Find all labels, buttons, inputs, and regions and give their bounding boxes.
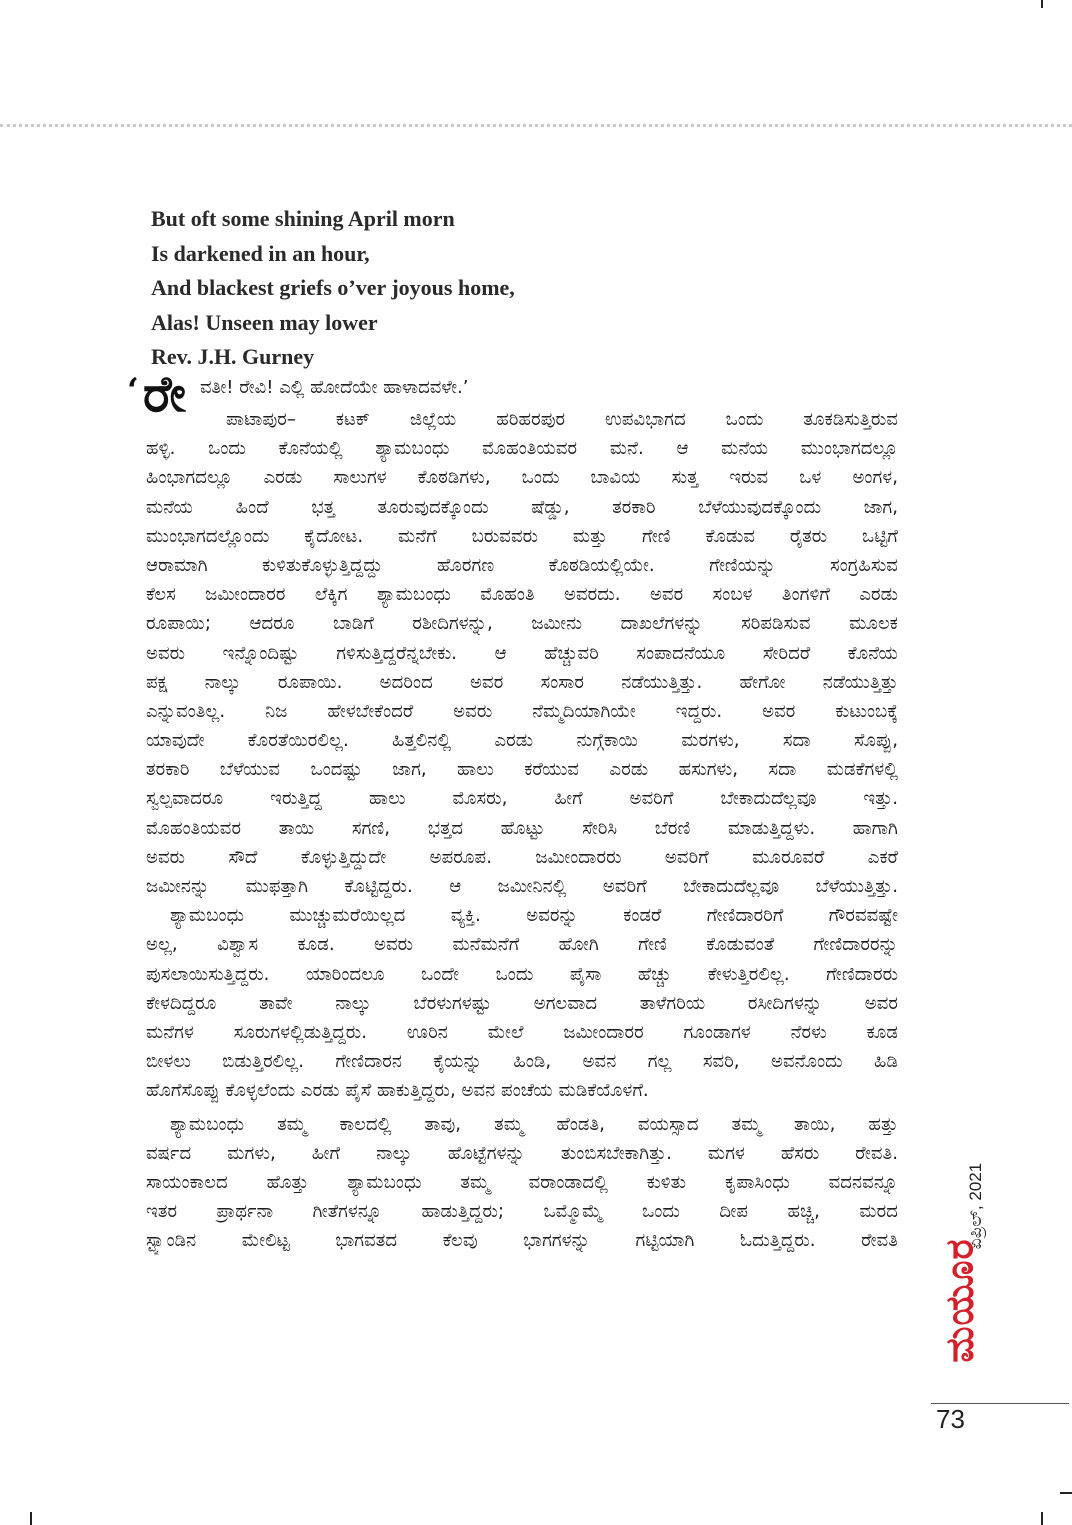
epigraph-line: Alas! Unseen may lower bbox=[151, 309, 378, 335]
body-line: ವರ್ಷದ ಮಗಳು, ಹೀಗೆ ನಾಲ್ಕು ಹೊಟ್ಟೆಗಳನ್ನು ತುಂಬಿಸಬೇಕಾಗಿತ್ತು. ಮಗಳ ಹೆಸರು ರೇವತಿ. bbox=[146, 1142, 898, 1164]
body-line: ಎನ್ನುವಂತಿಲ್ಲ. ನಿಜ ಹೇಳಬೇಕೆಂದರೆ ಅವರು ನೆಮ್ಮದಿಯಾಗಿಯೇ ಇದ್ದರು. ಅವರ ಕುಟುಂಬಕ್ಕೆ bbox=[146, 700, 898, 722]
body-line: ಅವರು ಸೌದೆ ಕೊಳ್ಳುತ್ತಿದ್ದುದೇ ಅಪರೂಪ. ಜಮೀಂದಾರರು ಅವರಿಗೆ ಮೂರೂವರೆ ಎಕರೆ bbox=[146, 846, 898, 868]
drop-cap: ರೇ bbox=[143, 365, 186, 423]
body-line: ಮುಂಭಾಗದಲ್ಲೊಂದು ಕೈದೋಟ. ಮನೆಗೆ ಬರುವವರು ಮತ್ತು ಗೇಣಿ ಕೊಡುವ ರೈತರು ಒಟ್ಟಿಗೆ bbox=[146, 525, 898, 547]
body-line: ಸ್ಟ್ಯಾಂಡಿನ ಮೇಲಿಟ್ಟ ಭಾಗವತದ ಕೆಲವು ಭಾಗಗಳನ್ನು ಗಟ್ಟಿಯಾಗಿ ಓದುತ್ತಿದ್ದರು. ರೇವತಿ bbox=[146, 1230, 898, 1252]
crop-mark-bottom-left bbox=[30, 1512, 32, 1525]
header-dotted-rule bbox=[0, 124, 1072, 127]
body-line: ಬೀಳಲು ಬಿಡುತ್ತಿರಲಿಲ್ಲ. ಗೇಣಿದಾರನ ಕೈಯನ್ನು ಹಿಂಡಿ, ಅವನ ಗಲ್ಲ ಸವರಿ, ಅವನೊಂದು ಹಿಡಿ bbox=[146, 1051, 898, 1073]
opening-line: ವತೀ! ರೇವಿ! ಎಲ್ಲಿ ಹೋದೆಯೇ ಹಾಳಾದವಳೇ.’ bbox=[200, 377, 469, 398]
body-line: ಜಮೀನನ್ನು ಮುಫತ್ತಾಗಿ ಕೊಟ್ಟಿದ್ದರು. ಆ ಜಮೀನಿನಲ್ಲಿ ಅವರಿಗೆ ಬೇಕಾದುದೆಲ್ಲವೂ ಬೆಳೆಯುತ್ತಿತ್ತು. bbox=[146, 876, 898, 897]
epigraph-line: But oft some shining April morn bbox=[151, 206, 455, 231]
epigraph-line: And blackest griefs o’ver joyous home, bbox=[151, 275, 515, 300]
issue-date-text: ಏಪ್ರಿಲ್, 2021 bbox=[966, 1162, 985, 1250]
body-line: ಯಾವುದೇ ಕೊರತೆಯಿರಲಿಲ್ಲ. ಹಿತ್ತಲಿನಲ್ಲಿ ಎರಡು ನುಗ್ಗೆಕಾಯಿ ಮರಗಳು, ಸದಾ ಸೊಪ್ಪು, bbox=[146, 730, 898, 752]
body-line: ಇತರ ಪ್ರಾರ್ಥನಾ ಗೀತೆಗಳನ್ನೂ ಹಾಡುತ್ತಿದ್ದರು; ಒಮ್ಮೊಮ್ಮೆ ಒಂದು ದೀಪ ಹಚ್ಚಿ, ಮರದ bbox=[146, 1201, 898, 1223]
body-line: ಮನೆಯ ಹಿಂದೆ ಭತ್ತ ತೂರುವುದಕ್ಕೊಂದು ಷೆಡ್ಡು, ತರಕಾರಿ ಬೆಳೆಯುವುದಕ್ಕೊಂದು ಜಾಗ, bbox=[146, 496, 898, 518]
body-line: ಸ್ವಲ್ಪವಾದರೂ ಇರುತ್ತಿದ್ದ ಹಾಲು ಮೊಸರು, ಹೀಗೆ ಅವರಿಗೆ ಬೇಕಾದುದೆಲ್ಲವೂ ಇತ್ತು. bbox=[146, 788, 898, 810]
body-line: ತರಕಾರಿ ಬೆಳೆಯುವ ಒಂದಷ್ಟು ಜಾಗ, ಹಾಲು ಕರೆಯುವ ಎರಡು ಹಸುಗಳು, ಸದಾ ಮಡಕೆಗಳಲ್ಲಿ bbox=[146, 759, 898, 781]
body-line: ಕೇಳದಿದ್ದರೂ ತಾವೇ ನಾಲ್ಕು ಬೆರಳುಗಳಷ್ಟು ಅಗಲವಾದ ತಾಳೆಗರಿಯ ರಸೀದಿಗಳನ್ನು ಅವರ bbox=[146, 992, 898, 1014]
body-line: ರೂಪಾಯಿ; ಆದರೂ ಬಾಡಿಗೆ ರಶೀದಿಗಳನ್ನು, ಜಮೀನು ದಾಖಲೆಗಳನ್ನು ಸರಿಪಡಿಸುವ ಮೂಲಕ bbox=[146, 613, 898, 635]
body-line: ಹಿಂಭಾಗದಲ್ಲೂ ಎರಡು ಸಾಲುಗಳ ಕೊಠಡಿಗಳು, ಒಂದು ಬಾವಿಯ ಸುತ್ತ ಇರುವ ಒಳ ಅಂಗಳ, bbox=[146, 467, 898, 489]
body-line: ಮೊಹಂತಿಯವರ ತಾಯಿ ಸಗಣಿ, ಭತ್ತದ ಹೊಟ್ಟು ಸೇರಿಸಿ ಬೆರಣಿ ಮಾಡುತ್ತಿದ್ದಳು. ಹಾಗಾಗಿ bbox=[146, 817, 898, 839]
body-line: ಶ್ಯಾಮಬಂಧು ತಮ್ಮ ಕಾಲದಲ್ಲಿ ತಾವು, ತಮ್ಮ ಹೆಂಡತಿ, ವಯಸ್ಸಾದ ತಮ್ಮ ತಾಯಿ, ಹತ್ತು bbox=[170, 1113, 898, 1135]
body-line: ಪುಸಲಾಯಿಸುತ್ತಿದ್ದರು. ಯಾರಿಂದಲೂ ಒಂದೇ ಒಂದು ಪೈಸಾ ಹೆಚ್ಚು ಕೇಳುತ್ತಿರಲಿಲ್ಲ. ಗೇಣಿದಾರರು bbox=[146, 963, 898, 985]
body-line: ಸಾಯಂಕಾಲದ ಹೊತ್ತು ಶ್ಯಾಮಬಂಧು ತಮ್ಮ ವರಾಂಡಾದಲ್ಲಿ ಕುಳಿತು ಕೃಪಾಸಿಂಧು ವದನವನ್ನೂ bbox=[146, 1171, 898, 1193]
magazine-name: ಮಯೂರ bbox=[937, 1238, 982, 1363]
crop-mark-side-right bbox=[1060, 1492, 1072, 1494]
crop-mark-top-right bbox=[1041, 0, 1043, 8]
body-line: ಶ್ಯಾಮಬಂಧು ಮುಚ್ಚುಮರೆಯಿಲ್ಲದ ವ್ಯಕ್ತಿ. ಅವರನ್ನು ಕಂಡರೆ ಗೇಣಿದಾರರಿಗೆ ಗೌರವವಷ್ಟೇ bbox=[170, 905, 898, 927]
body-line: ಪಕ್ಷ ನಾಲ್ಕು ರೂಪಾಯಿ. ಅದರಿಂದ ಅವರ ಸಂಸಾರ ನಡೆಯುತ್ತಿತ್ತು. ಹೇಗೋ ನಡೆಯುತ್ತಿತ್ತು bbox=[146, 671, 898, 693]
article-body bbox=[146, 405, 898, 1255]
body-line: ಆರಾಮಾಗಿ ಕುಳಿತುಕೊಳ್ಳುತ್ತಿದ್ದದ್ದು ಹೊರಗಣ ಕೊಠಡಿಯಲ್ಲಿಯೇ. ಗೇಣಿಯನ್ನು ಸಂಗ್ರಹಿಸುವ bbox=[146, 554, 898, 576]
drop-quote-mark: ‘ bbox=[127, 371, 139, 411]
body-line: ಅವರು ಇನ್ನೊಂದಿಷ್ಟು ಗಳಿಸುತ್ತಿದ್ದರೆನ್ನಬೇಕು. ಆ ಹೆಚ್ಚುವರಿ ಸಂಪಾದನೆಯೂ ಸೇರಿದರೆ ಕೊನೆಯ bbox=[146, 642, 898, 664]
page-number: 73 bbox=[936, 1404, 965, 1434]
crop-mark-bottom-right bbox=[1041, 1512, 1043, 1525]
body-line: ಕೆಲಸ ಜಮೀಂದಾರರ ಲೆಕ್ಕಿಗ ಶ್ಯಾಮಬಂಧು ಮೊಹಂತಿ ಅವರದು. ಅವರ ಸಂಬಳ ತಿಂಗಳಿಗೆ ಎರಡು bbox=[146, 584, 898, 606]
epigraph-attribution: Rev. J.H. Gurney bbox=[151, 344, 315, 369]
body-line: ಮನೆಗಳ ಸೂರುಗಳಲ್ಲಿಡುತ್ತಿದ್ದರು. ಊರಿನ ಮೇಲೆ ಜಮೀಂದಾರರ ಗೂಂಡಾಗಳ ನೆರಳು ಕೂಡ bbox=[146, 1021, 898, 1043]
epigraph-line: Is darkened in an hour, bbox=[151, 240, 370, 266]
body-line: ಹೊಗೆಸೊಪ್ಪು ಕೊಳ್ಳಲೆಂದು ಎರಡು ಪೈಸೆ ಹಾಕುತ್ತಿದ್ದರು, ಅವನ ಪಂಚೆಯ ಮಡಿಕೆಯೊಳಗೆ. bbox=[146, 1080, 649, 1102]
body-line: ಪಾಟಾಪುರ– ಕಟಕ್ ಜಿಲ್ಲೆಯ ಹರಿಹರಪುರ ಉಪವಿಭಾಗದ ಒಂದು ತೂಕಡಿಸುತ್ತಿರುವ bbox=[226, 409, 898, 430]
epigraph bbox=[151, 202, 851, 375]
body-line: ಅಲ್ಲ, ವಿಶ್ವಾಸ ಕೂಡ. ಅವರು ಮನೆಮನೆಗೆ ಹೋಗಿ ಗೇಣಿ ಕೊಡುವಂತೆ ಗೇಣಿದಾರರನ್ನು bbox=[146, 934, 898, 956]
body-line: ಹಳ್ಳಿ. ಒಂದು ಕೊನೆಯಲ್ಲಿ ಶ್ಯಾಮಬಂಧು ಮೊಹಂತಿಯವರ ಮನೆ. ಆ ಮನೆಯ ಮುಂಭಾಗದಲ್ಲೂ bbox=[146, 438, 898, 460]
